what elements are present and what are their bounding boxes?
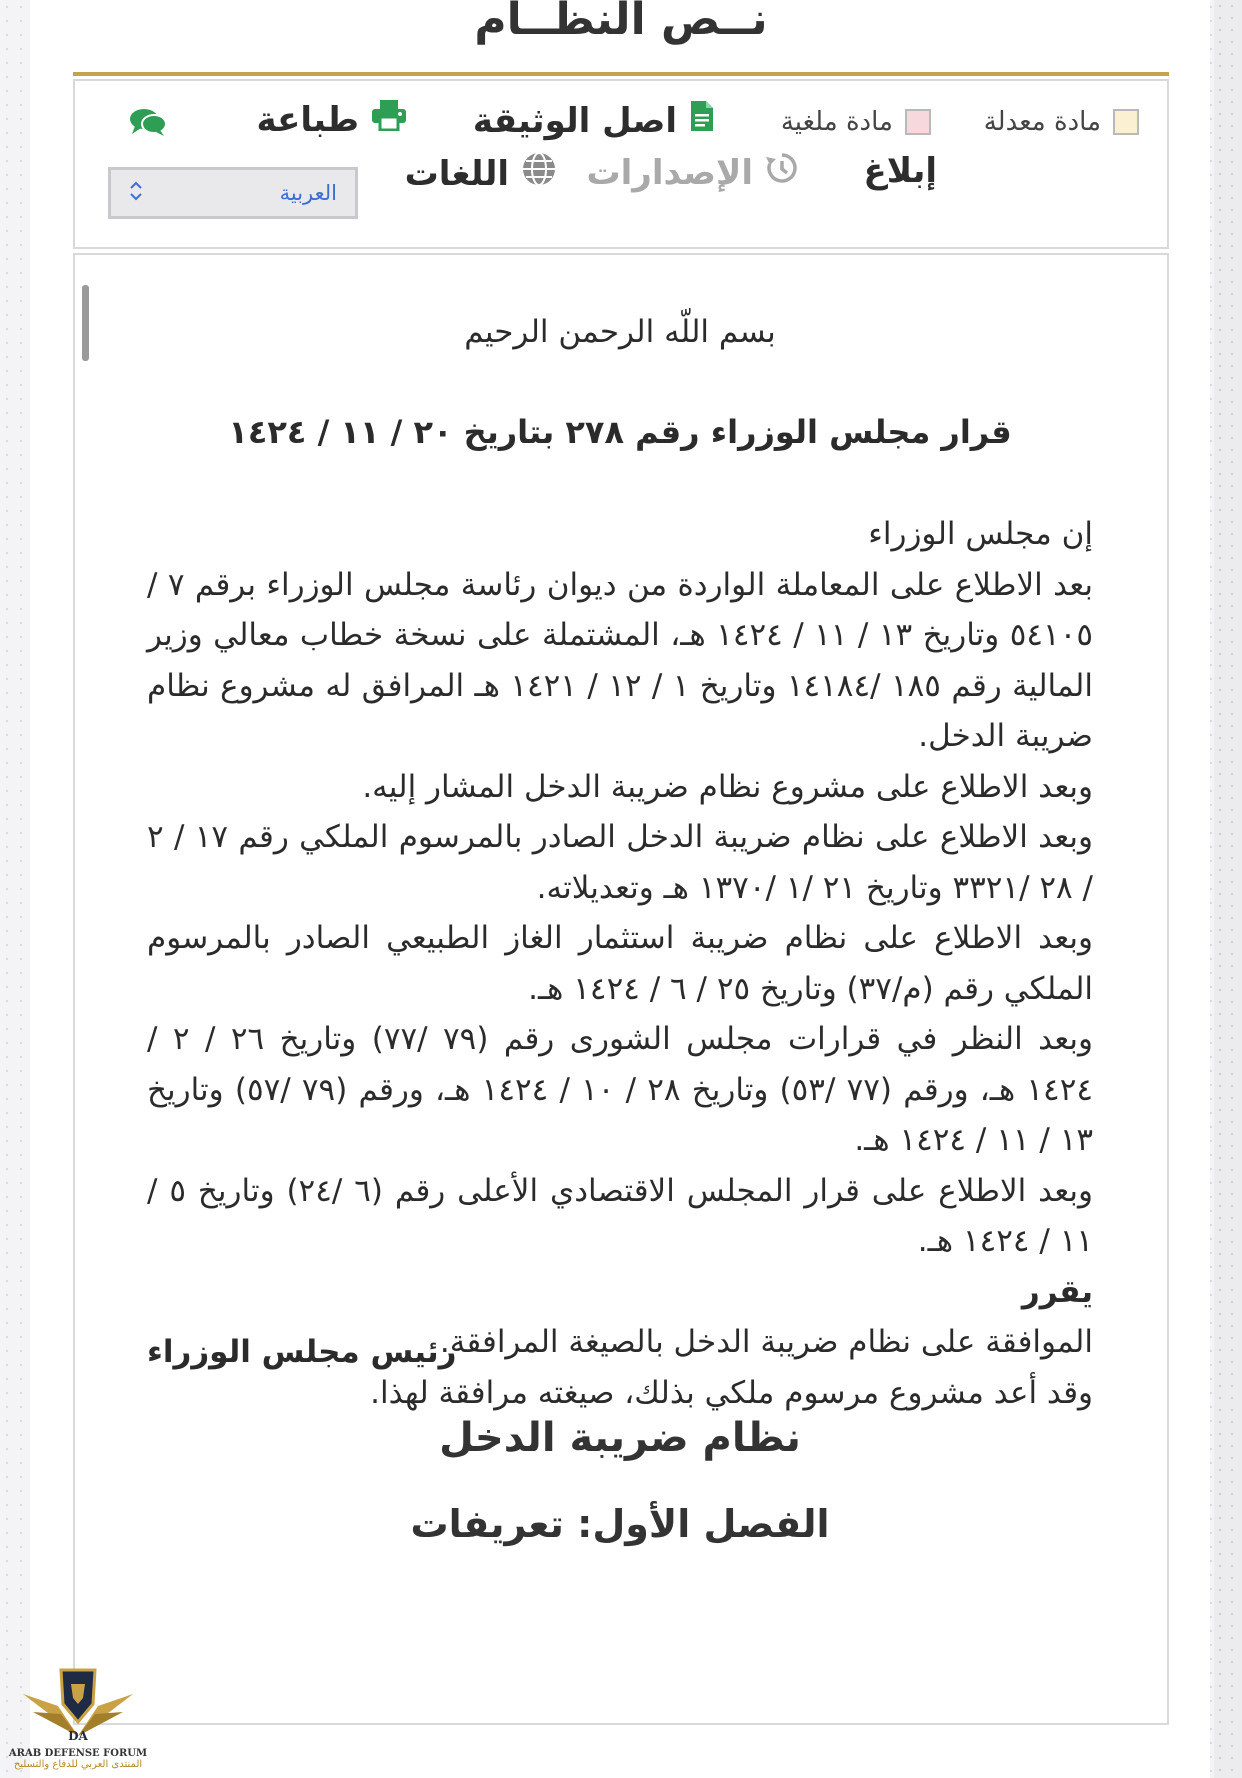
forum-logo-icon [13,1664,143,1742]
history-icon [765,151,799,194]
document-viewer[interactable] [73,253,1169,1725]
signer: رئيس مجلس الوزراء [147,1334,457,1370]
legend-modified [984,107,1139,137]
legend-modified-label: مادة معدلة [983,107,1101,137]
globe-icon [521,151,557,196]
language-selected-value: العربية [279,181,337,205]
system-title: نظام ضريبة الدخل [439,1415,801,1461]
file-icon [689,99,715,142]
decision-paragraph: الموافقة على نظام ضريبة الدخل بالصيغة المرافقة. [439,1324,1093,1360]
title-divider [73,72,1169,76]
chapter-title: الفصل الأول: تعريفات [410,1502,830,1546]
updown-chevron-icon [129,180,143,207]
legend-repealed [781,107,931,137]
printer-icon [371,99,407,140]
svg-text:DA: DA [68,1729,88,1742]
report-label: إبلاغ [863,151,937,191]
paragraph: وبعد الاطلاع على قرار المجلس الاقتصادي الأعلى رقم (٦ /٢٤) وتاريخ ٥ / ١١ / ١٤٢٤ هـ. [147,1172,1093,1259]
scrollbar-track[interactable] [1214,0,1242,1778]
versions-label: الإصدارات [586,152,753,193]
paragraph: إن مجلس الوزراء [868,516,1093,552]
legend-repealed-label: مادة ملغية [780,107,893,137]
language-select[interactable] [108,167,358,219]
forum-watermark [8,1664,148,1776]
watermark-name-ar: المنتدى العربي للدفاع والتسليح [13,1759,143,1770]
repealed-swatch [905,109,931,135]
print-button[interactable] [256,99,407,140]
page-title: نــص النظــام [474,0,768,45]
decision-text [147,509,1093,1418]
original-document-label: اصل الوثيقة [472,100,677,141]
paragraph: وبعد النظر في قرارات مجلس الشورى رقم (٧٩ /٧٧) وتاريخ ٢٦ / ٢ / ١٤٢٤ هـ، ورقم (٧٧ /٥٣) وتاريخ ٢٨ / ١٠ / ١٤٢٤ هـ، ورقم (٧٩ /٥٧) وتاريخ ١٣ / ١١ / ١٤٢٤ هـ. [147,1021,1093,1158]
viewer-scroll-thumb[interactable] [82,285,89,361]
chat-bubbles-icon [129,107,167,141]
paragraph: وبعد الاطلاع على نظام ضريبة الدخل الصادر بالمرسوم الملكي رقم ١٧ / ٢ / ٢٨ /٣٣٢١ وتاريخ ٢١ /١ /١٣٧٠ هـ وتعديلاته. [147,819,1093,906]
decides-heading: يقرر [1021,1273,1093,1310]
languages-label: اللغات [404,153,509,194]
original-document-button[interactable] [473,99,715,142]
decision-paragraph: وقد أعد مشروع مرسوم ملكي بذلك، صيغته مرافقة لهذا. [370,1374,1093,1411]
watermark-name-en: ARAB DEFENSE FORUM [8,1748,148,1759]
comments-button[interactable] [129,107,167,141]
versions-button[interactable] [586,151,799,194]
modified-swatch [1113,109,1139,135]
basmala: بسم اللّه الرحمن الرحيم [464,314,776,350]
document-toolbar [73,79,1169,249]
print-label: طباعة [256,99,359,140]
paragraph: بعد الاطلاع على المعاملة الواردة من ديوان رئاسة مجلس الوزراء برقم ٧ /٥٤١٠٥ وتاريخ ١٣ / ١١ / ١٤٢٤ هـ، المشتملة على نسخة خطاب معالي وزير المالية رقم ١٨٥ /١٤١٨٤ وتاريخ ١ / ١٢ / ١٤٢١ هـ المرافق له مشروع نظام ضريبة الدخل. [147,566,1093,754]
paragraph: وبعد الاطلاع على مشروع نظام ضريبة الدخل المشار إليه. [362,768,1093,805]
decision-title: قرار مجلس الوزراء رقم ٢٧٨ بتاريخ ٢٠ / ١١ / ١٤٢٤ [228,413,1012,451]
report-button[interactable] [864,151,937,191]
languages-menu[interactable] [405,151,557,196]
paragraph: وبعد الاطلاع على نظام ضريبة استثمار الغاز الطبيعي الصادر بالمرسوم الملكي رقم (م/٣٧) وتاريخ ٢٥ / ٦ / ١٤٢٤ هـ. [147,920,1093,1007]
